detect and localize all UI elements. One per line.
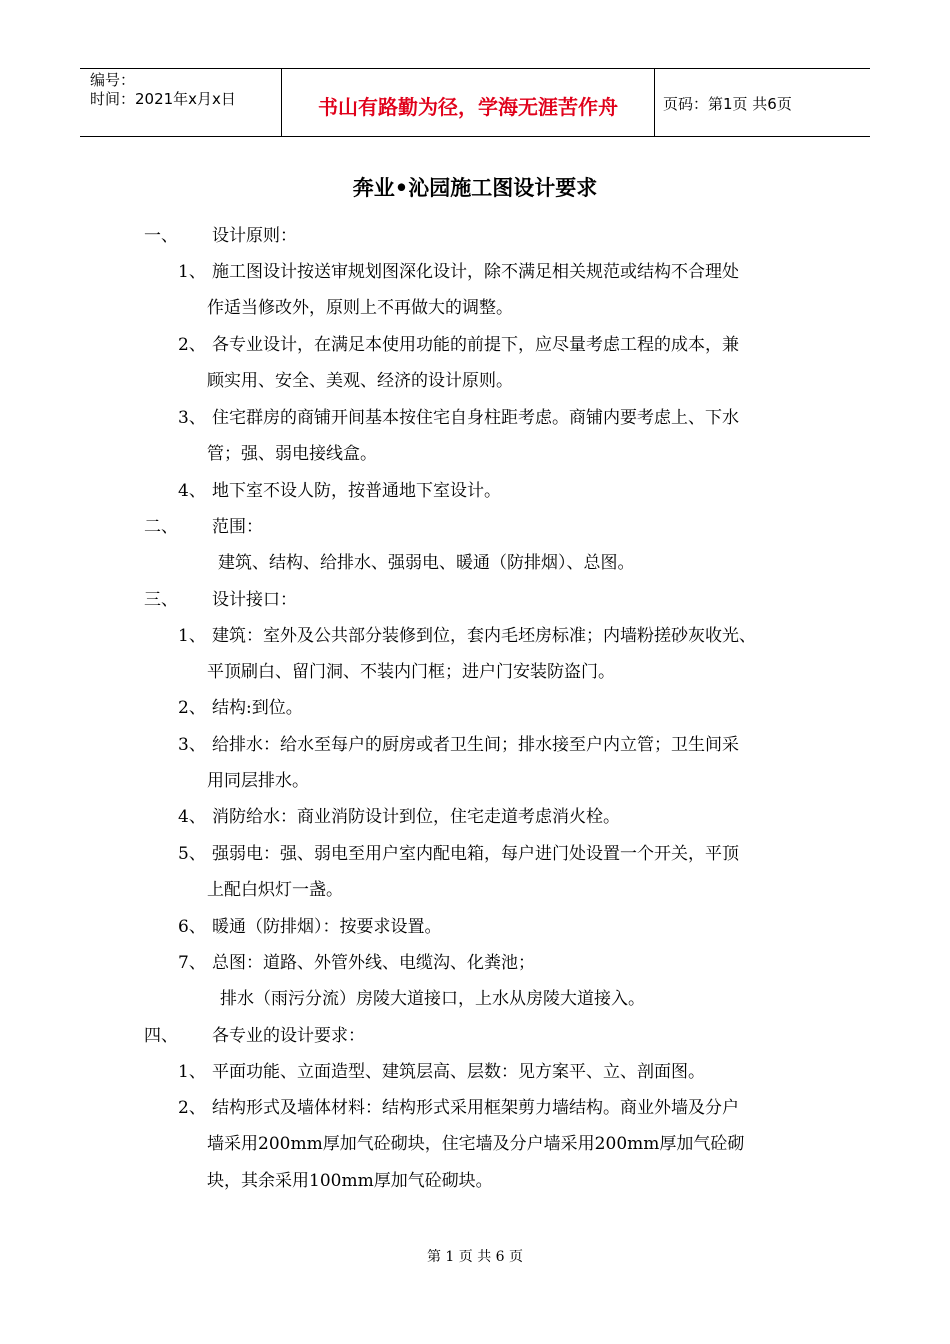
- document-header: [80, 68, 870, 137]
- paragraph-line: 消防给水：商业消防设计到位，住宅走道考虑消火栓。: [212, 807, 620, 827]
- paragraph-line: 建筑、结构、给排水、强弱电、暖通（防排烟）、总图。: [218, 553, 635, 573]
- paragraph-line: 强弱电：强、弱电至用户室内配电箱，每户进门处设置一个开关，平顶: [212, 844, 739, 864]
- paragraph-line: 用同层排水。: [207, 771, 309, 791]
- paragraph-line: 上配白炽灯一盏。: [207, 880, 343, 900]
- section-heading: 各专业的设计要求：: [212, 1026, 365, 1046]
- paragraph-line: 平面功能、立面造型、建筑层高、层数：见方案平、立、剖面图。: [212, 1062, 705, 1082]
- paragraph-line: 平顶刷白、留门洞、不装内门框；进户门安装防盗门。: [207, 662, 615, 682]
- paragraph-line: 排水（雨污分流）房陵大道接口，上水从房陵大道接入。: [220, 989, 645, 1009]
- section-number: 三、: [144, 590, 178, 610]
- paragraph-line: 作适当修改外，原则上不再做大的调整。: [207, 298, 513, 318]
- section-heading: 范围：: [212, 517, 263, 537]
- header-page-info: 页码：第1页 共6页: [663, 95, 792, 113]
- paragraph-line: 暖通（防排烟）：按要求设置。: [212, 917, 442, 937]
- time-label: 时间：2021年x月x日: [90, 90, 236, 108]
- item-number: 6、: [178, 917, 206, 937]
- section-heading: 设计原则：: [212, 226, 297, 246]
- header-divider: [654, 69, 655, 136]
- item-number: 4、: [178, 481, 206, 501]
- paragraph-line: 给排水：给水至每户的厨房或者卫生间；排水接至户内立管；卫生间采: [212, 735, 739, 755]
- paragraph-line: 管；强、弱电接线盒。: [207, 444, 377, 464]
- header-divider: [281, 69, 282, 136]
- paragraph-line: 总图：道路、外管外线、电缆沟、化粪池；: [212, 953, 535, 973]
- section-number: 四、: [144, 1026, 178, 1046]
- paragraph-line: 块，其余采用100mm厚加气砼砌块。: [207, 1171, 493, 1191]
- document-title: 奔业•沁园施工图设计要求: [352, 175, 598, 200]
- paragraph-line: 结构形式及墙体材料：结构形式采用框架剪力墙结构。商业外墙及分户: [212, 1098, 739, 1118]
- header-motto: 书山有路勤为径，学海无涯苦作舟: [318, 95, 618, 119]
- paragraph-line: 住宅群房的商铺开间基本按住宅自身柱距考虑。商铺内要考虑上、下水: [212, 408, 739, 428]
- paragraph-line: 施工图设计按送审规划图深化设计，除不满足相关规范或结构不合理处: [212, 262, 739, 282]
- section-number: 二、: [144, 517, 178, 537]
- item-number: 2、: [178, 335, 206, 355]
- paragraph-line: 顾实用、安全、美观、经济的设计原则。: [207, 371, 513, 391]
- paragraph-line: 各专业设计，在满足本使用功能的前提下，应尽量考虑工程的成本，兼: [212, 335, 739, 355]
- page-footer: 第 1 页 共 6 页: [426, 1249, 524, 1265]
- item-number: 5、: [178, 844, 206, 864]
- header-meta: [90, 71, 236, 109]
- number-label: 编号：: [90, 71, 136, 89]
- item-number: 4、: [178, 807, 206, 827]
- item-number: 2、: [178, 1098, 206, 1118]
- item-number: 1、: [178, 1062, 206, 1082]
- item-number: 7、: [178, 953, 206, 973]
- paragraph-line: 地下室不设人防，按普通地下室设计。: [212, 481, 501, 501]
- item-number: 1、: [178, 626, 206, 646]
- item-number: 3、: [178, 408, 206, 428]
- item-number: 1、: [178, 262, 206, 282]
- paragraph-line: 建筑：室外及公共部分装修到位，套内毛坯房标准；内墙粉搓砂灰收光、: [212, 626, 756, 646]
- section-heading: 设计接口：: [212, 590, 297, 610]
- paragraph-line: 结构:到位。: [212, 698, 303, 718]
- paragraph-line: 墙采用200mm厚加气砼砌块，住宅墙及分户墙采用200mm厚加气砼砌: [207, 1134, 745, 1154]
- item-number: 3、: [178, 735, 206, 755]
- section-number: 一、: [144, 226, 178, 246]
- item-number: 2、: [178, 698, 206, 718]
